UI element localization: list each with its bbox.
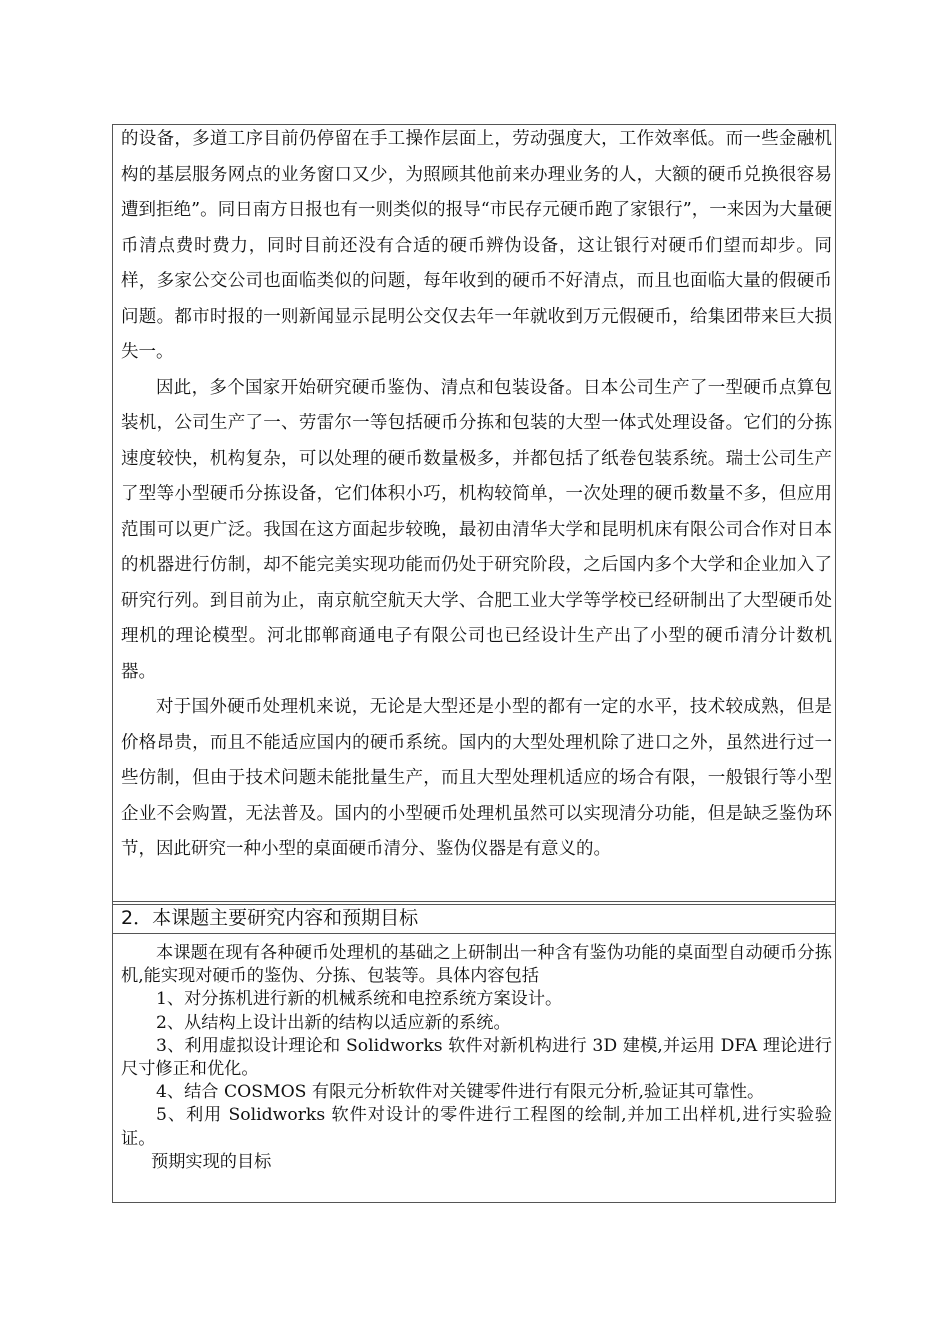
list-item: 1、对分拣机进行新的机械系统和电控系统方案设计。 bbox=[156, 989, 563, 1010]
background-section bbox=[121, 122, 832, 868]
section-heading: 2．本课题主要研究内容和预期目标 bbox=[121, 907, 419, 929]
list-item: 2、从结构上设计出新的结构以适应新的系统。 bbox=[156, 1012, 511, 1033]
body-paragraph: 对于国外硬币处理机来说，无论是大型还是小型的都有一定的水平，技术较成熟，但是价格昂贵，而且不能适应国内的硬币系统。国内的大型处理机除了进口之外，虽然进行过一些仿制，但由于技术问题未能批量生产，而且大型处理机适应的场合有限，一般银行等小型企业不会购置，无法普及。国内的小型硬币处理机虽然可以实现清分功能，但是缺乏鉴伪环节，因此研究一种小型的桌面硬币清分、鉴伪仪器是有意义的。 bbox=[121, 697, 832, 859]
intro-paragraph: 本课题在现有各种硬币处理机的基础之上研制出一种含有鉴伪功能的桌面型自动硬币分拣机,能实现对硬币的鉴伪、分拣、包装等。具体内容包括 bbox=[121, 943, 832, 987]
goal-label: 预期实现的目标 bbox=[151, 1151, 272, 1172]
list-item: 5、利用 Solidworks 软件对设计的零件进行工程图的绘制,并加工出样机,进行实验验证。 bbox=[121, 1105, 832, 1149]
list-item: 4、结合 COSMOS 有限元分析软件对关键零件进行有限元分析,验证其可靠性。 bbox=[156, 1082, 765, 1103]
heading-divider bbox=[112, 933, 836, 934]
body-paragraph: 因此，多个国家开始研究硬币鉴伪、清点和包装设备。日本公司生产了一型硬币点算包装机，公司生产了一、劳雷尔一等包括硬币分拣和包装的大型一体式处理设备。它们的分拣速度较快，机构复杂，可以处理的硬币数量极多，并都包括了纸卷包装系统。瑞士公司生产了型等小型硬币分拣设备，它们体积小巧，机构较简单，一次处理的硬币数量不多，但应用范围可以更广泛。我国在这方面起步较晚，最初由清华大学和昆明机床有限公司合作对日本的机器进行仿制，却不能完美实现功能而仍处于研究阶段，之后国内多个大学和企业加入了研究行列。到目前为止，南京航空航天大学、合肥工业大学等学校已经研制出了大型硬币处理机的理论模型。河北邯郸商通电子有限公司也已经设计生产出了小型的硬币清分计数机器。 bbox=[121, 377, 832, 682]
list-item: 3、利用虚拟设计理论和 Solidworks 软件对新机构进行 3D 建模,并运用 DFA 理论进行尺寸修正和优化。 bbox=[121, 1035, 832, 1080]
body-paragraph: 的设备，多道工序目前仍停留在手工操作层面上，劳动强度大，工作效率低。而一些金融机构的基层服务网点的业务窗口又少，为照顾其他前来办理业务的人，大额的硬币兑换很容易遭到拒绝”。同日南方日报也有一则类似的报导“市民存元硬币跑了家银行”，一来因为大量硬币清点费时费力，同时目前还没有合适的硬币辨伪设备，这让银行对硬币们望而却步。同样，多家公交公司也面临类似的问题，每年收到的硬币不好清点，而且也面临大量的假硬币问题。都市时报的一则新闻显示昆明公交仅去年一年就收到万元假硬币，给集团带来巨大损失一。 bbox=[121, 129, 832, 362]
research-content-section bbox=[121, 942, 832, 1174]
section-divider bbox=[112, 901, 836, 902]
